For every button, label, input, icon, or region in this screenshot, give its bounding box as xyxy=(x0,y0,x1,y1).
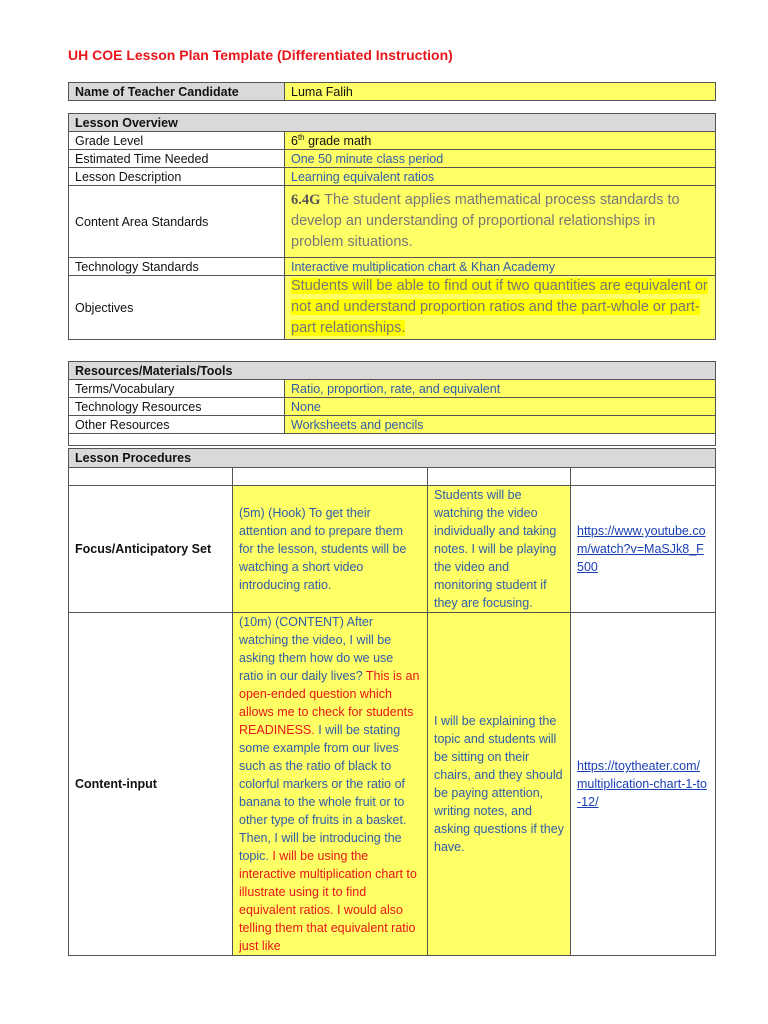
standards-text: The student applies mathematical process standards to develop an understanding of proportional relationships in problem situations. xyxy=(291,192,680,250)
standards-value xyxy=(285,186,716,258)
content-teacher-text-4: I will be using the interactive multiplication chart to illustrate using it to find equivalent ratios. I would also telling them that equivalent ratio just like xyxy=(239,849,417,953)
content-resource xyxy=(571,613,716,956)
spacer-row xyxy=(69,434,716,446)
teacher-label: Name of Teacher Candidate xyxy=(69,83,285,101)
teacher-name: Luma Falih xyxy=(285,83,716,101)
focus-label: Focus/Anticipatory Set xyxy=(69,486,233,613)
grade-number: 6 xyxy=(291,134,298,149)
objectives-label: Objectives xyxy=(69,276,285,340)
focus-video-link[interactable]: https://www.youtube.com/watch?v=MaSJk8_F500 xyxy=(577,524,706,574)
lesson-overview-table xyxy=(68,113,716,340)
standards-label: Content Area Standards xyxy=(69,186,285,258)
content-teacher-text-2: This is an open-ended question which allows me to check for students READINESS. xyxy=(239,669,420,737)
objectives-text: Students will be able to find out if two quantities are equivalent or not and understand proportion ratios and the part-whole or part-part relationships. xyxy=(291,278,708,336)
other-resources-label: Other Resources xyxy=(69,416,285,434)
content-input-label: Content-input xyxy=(69,613,233,956)
tech-standards-label: Technology Standards xyxy=(69,258,285,276)
focus-resource xyxy=(571,486,716,613)
grade-value xyxy=(285,132,716,150)
content-student-activity: I will be explaining the topic and students will be sitting on their chairs, and they should be paying attention, writing notes, and asking questions if they have. xyxy=(428,613,571,956)
content-teacher-text-3: I will be stating some example from our lives such as the ratio of black to colorful markers or the ratio of banana to the whole fruit or to other type of fruits in a basket. Then, I will be introducing the topic. xyxy=(239,723,407,863)
grade-suffix: th xyxy=(297,132,305,142)
overview-header: Lesson Overview xyxy=(69,114,716,132)
other-resources-value: Worksheets and pencils xyxy=(285,416,716,434)
empty-cell xyxy=(233,468,428,486)
empty-cell xyxy=(571,468,716,486)
grade-rest: grade math xyxy=(304,134,372,149)
objectives-value xyxy=(285,276,716,340)
resources-header: Resources/Materials/Tools xyxy=(69,362,716,380)
multiplication-chart-link[interactable]: https://toytheater.com/multiplication-chart-1-to-12/ xyxy=(577,759,707,809)
procedures-header: Lesson Procedures xyxy=(69,449,716,468)
terms-value: Ratio, proportion, rate, and equivalent xyxy=(285,380,716,398)
time-label: Estimated Time Needed xyxy=(69,150,285,168)
description-label: Lesson Description xyxy=(69,168,285,186)
terms-label: Terms/Vocabulary xyxy=(69,380,285,398)
tech-standards-value: Interactive multiplication chart & Khan Academy xyxy=(285,258,716,276)
resources-table xyxy=(68,361,716,446)
empty-cell xyxy=(428,468,571,486)
content-teacher-text-1: (10m) (CONTENT) After watching the video, I will be asking them how do we use ratio in our daily lives? xyxy=(239,615,394,683)
procedures-table xyxy=(68,448,716,956)
teacher-table xyxy=(68,82,716,101)
grade-label: Grade Level xyxy=(69,132,285,150)
content-teacher-activity xyxy=(233,613,428,956)
description-value: Learning equivalent ratios xyxy=(285,168,716,186)
time-value: One 50 minute class period xyxy=(285,150,716,168)
empty-cell xyxy=(69,468,233,486)
focus-teacher-activity: (5m) (Hook) To get their attention and to prepare them for the lesson, students will be watching a short video introducing ratio. xyxy=(233,486,428,613)
document-title: UH COE Lesson Plan Template (Differentiated Instruction) xyxy=(68,47,453,63)
tech-resources-label: Technology Resources xyxy=(69,398,285,416)
tech-resources-value: None xyxy=(285,398,716,416)
focus-student-activity: Students will be watching the video individually and taking notes. I will be playing the video and monitoring student if they are focusing. xyxy=(428,486,571,613)
standards-code: 6.4G xyxy=(291,192,321,208)
